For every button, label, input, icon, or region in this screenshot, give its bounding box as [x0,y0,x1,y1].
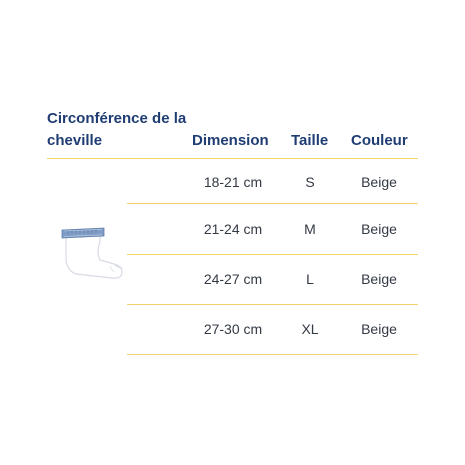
header-color: Couleur [351,132,408,149]
header-divider [47,158,418,159]
row-3-dimension: 24-27 cm [203,271,263,287]
row-4-dimension: 27-30 cm [203,321,263,337]
ankle-measure-icon [56,222,128,282]
header-size: Taille [291,132,329,149]
row-1-size: S [305,174,315,190]
row-divider [127,354,418,355]
row-4-size: XL [301,321,319,337]
header-dimension: Dimension [192,132,269,149]
row-3-size: L [306,271,314,287]
row-4-color: Beige [361,321,397,337]
row-divider [127,203,418,204]
row-2-size: M [304,221,316,237]
header-circumference: Circonférence de la cheville [47,110,187,149]
row-divider [127,304,418,305]
row-1-color: Beige [361,174,397,190]
row-2-color: Beige [361,221,397,237]
row-2-dimension: 21-24 cm [203,221,263,237]
row-1-dimension: 18-21 cm [203,174,263,190]
row-divider [127,254,418,255]
row-3-color: Beige [361,271,397,287]
